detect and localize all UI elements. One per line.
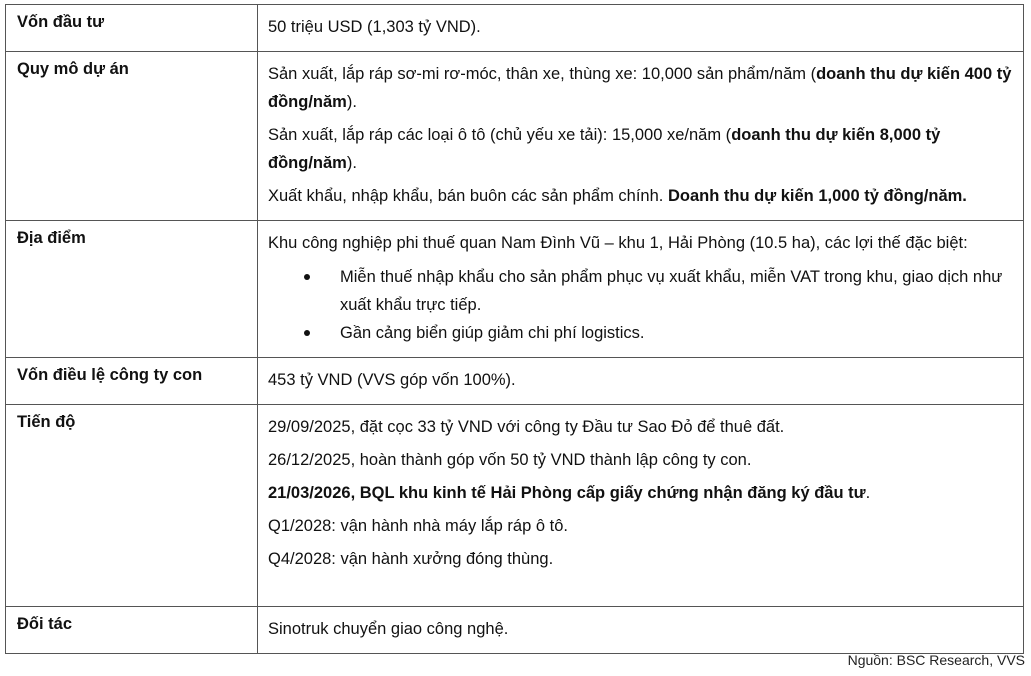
row-label: Địa điểm [6,221,258,358]
bullet-item [268,319,1015,347]
row-content [258,52,1024,221]
row-label: Quy mô dự án [6,52,258,221]
content-paragraph [268,512,1015,540]
row-label: Đối tác [6,607,258,654]
content-paragraph [268,121,1015,177]
row-label: Tiến độ [6,405,258,607]
row-content [258,221,1024,358]
text-run: . [865,484,871,502]
table-row [6,52,1024,221]
row-content [258,358,1024,405]
row-label: Vốn đầu tư [6,5,258,52]
bullet-dot-icon [304,274,310,280]
text-run: Sinotruk chuyển giao công nghệ. [268,620,509,638]
bullet-dot-icon [304,330,310,336]
table-row [6,221,1024,358]
row-content [258,405,1024,607]
text-run: ). [346,93,357,111]
table-row [6,5,1024,52]
text-run: ). [346,154,357,172]
source-note: Nguồn: BSC Research, VVS [847,652,1025,668]
text-run: Khu công nghiệp phi thuế quan Nam Đình Vũ – khu 1, Hải Phòng (10.5 ha), các lợi thế đặc biệt: [268,234,968,252]
content-paragraph [268,545,1015,573]
content-paragraph [268,229,1015,257]
text-run: Xuất khẩu, nhập khẩu, bán buôn các sản phẩm chính. [268,187,668,205]
content-paragraph [268,366,1015,394]
project-info-table [5,4,1024,654]
table-row [6,607,1024,654]
row-label: Vốn điều lệ công ty con [6,358,258,405]
content-paragraph [268,446,1015,474]
text-run: Q1/2028: vận hành nhà máy lắp ráp ô tô. [268,517,568,535]
table-row [6,405,1024,607]
bullet-text: Gần cảng biển giúp giảm chi phí logistics. [340,324,645,342]
text-run: 26/12/2025, hoàn thành góp vốn 50 tỷ VND thành lập công ty con. [268,451,752,469]
text-run: Q4/2028: vận hành xưởng đóng thùng. [268,550,554,568]
content-paragraph [268,60,1015,116]
content-paragraph [268,615,1015,643]
bullet-item [268,263,1015,319]
table-row [6,358,1024,405]
bold-text: 21/03/2026, BQL khu kinh tế Hải Phòng cấp giấy chứng nhận đăng ký đầu tư [268,484,866,502]
bullet-text: Miễn thuế nhập khẩu cho sản phẩm phục vụ xuất khẩu, miễn VAT trong khu, giao dịch như xuất khẩu trực tiếp. [340,268,1003,314]
content-paragraph [268,479,1015,507]
text-run: 453 tỷ VND (VVS góp vốn 100%). [268,371,516,389]
bold-text: Doanh thu dự kiến 1,000 tỷ đồng/năm. [667,187,967,205]
table-body [6,5,1024,654]
content-paragraph [268,413,1015,441]
bold-text: doanh thu dự kiến 400 tỷ đồng/năm [268,65,1012,111]
content-paragraph [268,182,1015,210]
text-run: 50 triệu USD (1,303 tỷ VND). [268,18,481,36]
bullet-list [268,263,1015,347]
bold-text: doanh thu dự kiến 8,000 tỷ đồng/năm [268,126,941,172]
content-paragraph [268,13,1015,41]
text-run: Sản xuất, lắp ráp các loại ô tô (chủ yếu xe tải): 15,000 xe/năm ( [268,126,732,144]
text-run: 29/09/2025, đặt cọc 33 tỷ VND với công ty Đầu tư Sao Đỏ để thuê đất. [268,418,785,436]
text-run: Sản xuất, lắp ráp sơ-mi rơ-móc, thân xe, thùng xe: 10,000 sản phẩm/năm ( [268,65,817,83]
row-content [258,607,1024,654]
row-content [258,5,1024,52]
